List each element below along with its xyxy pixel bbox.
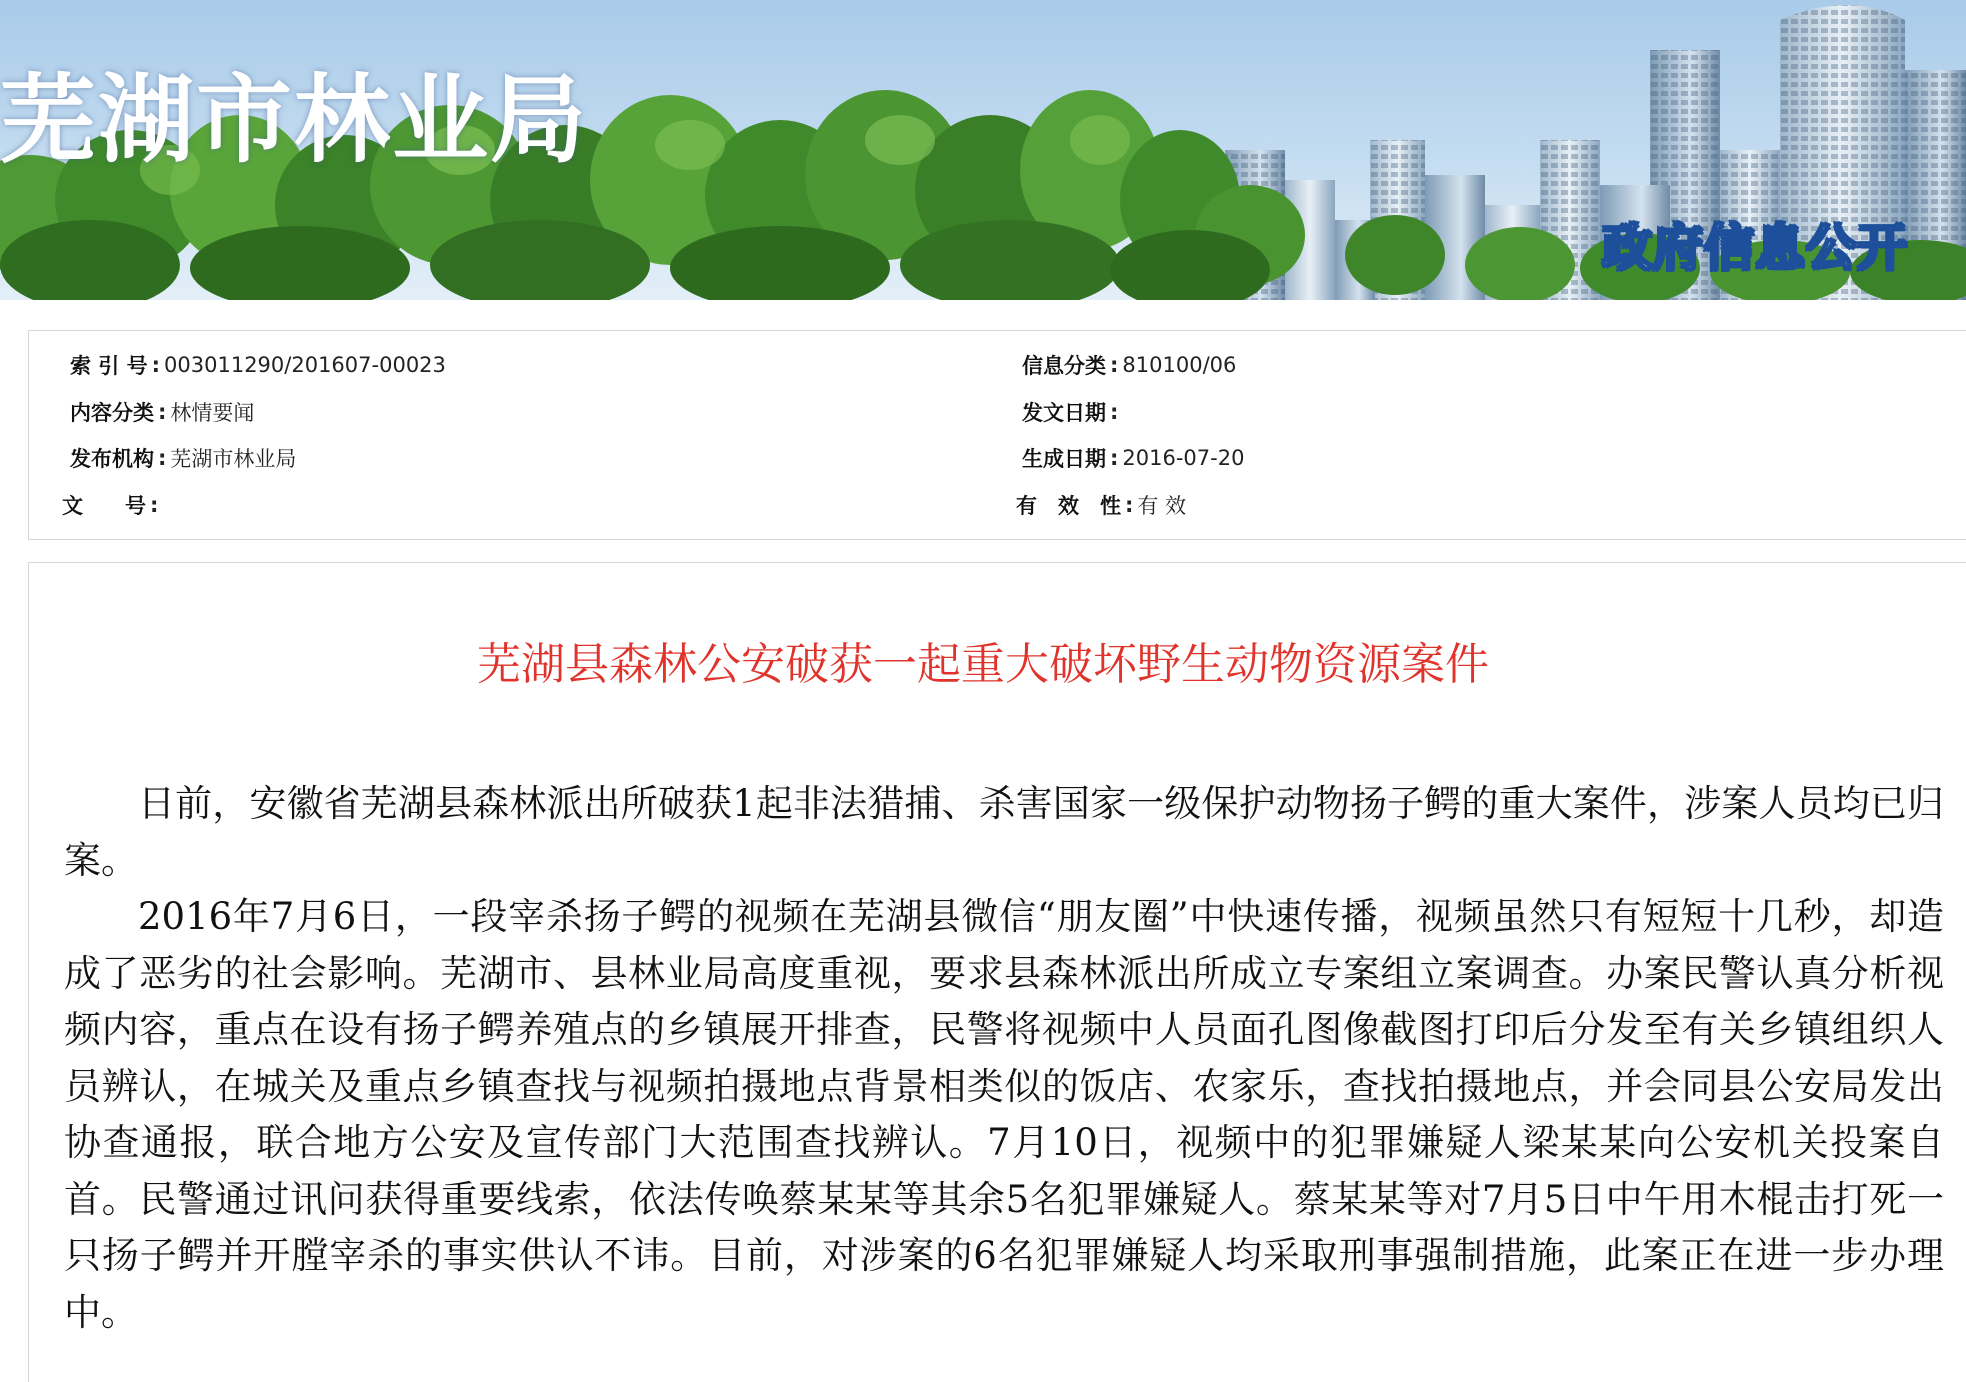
meta-colon: : — [1125, 493, 1134, 517]
meta-doc-no — [62, 490, 162, 520]
meta-label: 有 效 性 — [1016, 494, 1121, 518]
article-paragraph: 日前，安徽省芜湖县森林派出所破获1起非法猎捕、杀害国家一级保护动物扬子鳄的重大案件，涉案人员均已归案。 — [64, 782, 1944, 882]
meta-colon: : — [151, 353, 161, 377]
meta-value: 林情要闻 — [170, 401, 255, 425]
meta-label: 信息分类 — [1022, 354, 1106, 378]
meta-label: 发文日期 — [1022, 401, 1106, 425]
meta-info-class — [1022, 350, 1236, 380]
meta-colon: : — [158, 446, 167, 470]
meta-created-date — [1022, 443, 1244, 473]
meta-label: 文 号 — [62, 494, 146, 518]
header-banner — [0, 0, 1966, 300]
meta-publisher — [70, 443, 296, 473]
meta-label: 发布机构 — [70, 447, 154, 471]
meta-value: 芜湖市林业局 — [170, 447, 297, 471]
article-paragraph: 2016年7月6日，一段宰杀扬子鳄的视频在芜湖县微信“朋友圈”中快速传播，视频虽然只有短短十几秒，却造成了恶劣的社会影响。芜湖市、县林业局高度重视，要求县森林派出所成立专案组立案调查。办案民警认真分析视频内容，重点在设有扬子鳄养殖点的乡镇展开排查，民警将视频中人员面孔图像截图打印后分发至有关乡镇组织人员辨认，在城关及重点乡镇查找与视频拍摄地点背景相类似的饭店、农家乐，查找拍摄地点，并会同县公安局发出协查通报，联合地方公安及宣传部门大范围查找辨认。7月10日，视频中的犯罪嫌疑人梁某某向公安机关投案自首。民警通过讯问获得重要线索，依法传唤蔡某某等其余5名犯罪嫌疑人。蔡某某等对7月5日中午用木棍击打死一只扬子鳄并开膛宰杀的事实供认不讳。目前，对涉案的6名犯罪嫌疑人均采取刑事强制措施，此案正在进一步办理中。 — [64, 895, 1944, 1334]
meta-label: 内容分类 — [70, 401, 154, 425]
meta-value: 有 效 — [1137, 494, 1187, 518]
meta-colon: : — [1110, 353, 1119, 377]
meta-colon: : — [158, 400, 167, 424]
meta-value: 2016-07-20 — [1122, 446, 1245, 470]
meta-label: 索 引 号 — [70, 354, 148, 378]
meta-colon: : — [150, 493, 159, 517]
site-title: 芜湖市林业局 — [0, 63, 588, 176]
gov-info-badge[interactable]: 政府信息公开 — [1602, 218, 1908, 277]
article-title: 芜湖县森林公安破获一起重大破坏野生动物资源案件 — [477, 639, 1489, 690]
meta-validity — [1016, 490, 1186, 520]
meta-value: 003011290/201607-00023 — [164, 353, 446, 377]
meta-colon: : — [1110, 400, 1119, 424]
meta-label: 生成日期 — [1022, 447, 1106, 471]
meta-index-no — [70, 350, 446, 380]
meta-content-class — [70, 397, 254, 427]
meta-issue-date — [1022, 397, 1122, 427]
meta-colon: : — [1110, 446, 1119, 470]
meta-value: 810100/06 — [1122, 353, 1237, 377]
